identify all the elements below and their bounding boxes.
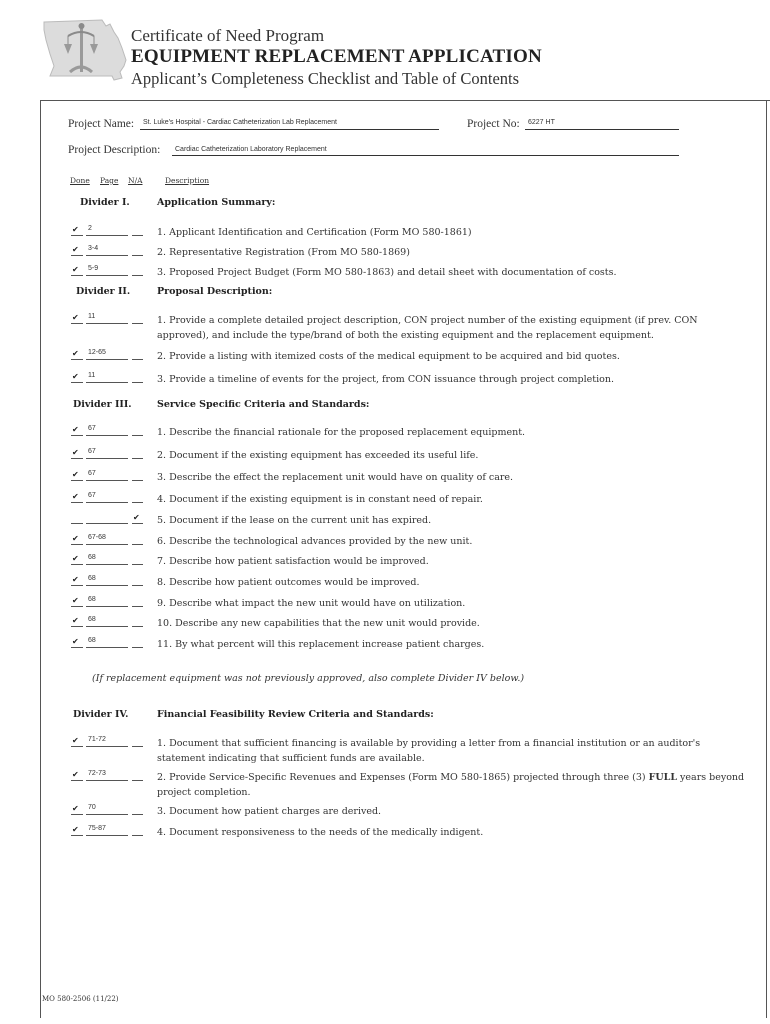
item-text: 1. Describe the financial rationale for the proposed replacement equipment. xyxy=(157,427,526,438)
na-blank xyxy=(132,780,143,781)
na-blank xyxy=(132,480,143,481)
done-checkmark[interactable]: ✔ xyxy=(72,575,79,584)
done-blank xyxy=(71,564,83,565)
done-blank xyxy=(71,323,83,324)
checklist-item-text xyxy=(157,513,747,528)
item-text: 6. Describe the technological advances provided by the new unit. xyxy=(157,536,473,547)
done-checkmark[interactable]: ✔ xyxy=(72,265,79,274)
page-blank xyxy=(86,835,128,836)
done-checkmark[interactable]: ✔ xyxy=(72,554,79,563)
page-blank xyxy=(86,746,128,747)
divider-label: Divider I. xyxy=(80,197,130,208)
item-text: 2. Representative Registration (From MO 580-1869) xyxy=(157,247,410,258)
na-blank xyxy=(132,255,143,256)
checklist-item-text xyxy=(157,534,747,549)
form-number: MO 580-2506 (11/22) xyxy=(42,995,119,1003)
page-number[interactable]: 68 xyxy=(88,575,96,582)
page-blank xyxy=(86,606,128,607)
done-blank xyxy=(71,275,83,276)
na-blank xyxy=(132,585,143,586)
na-blank xyxy=(132,626,143,627)
done-blank xyxy=(71,746,83,747)
page-blank xyxy=(86,544,128,545)
checklist-item-text xyxy=(157,225,747,240)
done-checkmark[interactable]: ✔ xyxy=(72,637,79,646)
page-blank xyxy=(86,382,128,383)
checklist-item-text xyxy=(157,554,747,569)
done-checkmark[interactable]: ✔ xyxy=(72,616,79,625)
missouri-seal-icon xyxy=(40,14,130,86)
checklist-item-text xyxy=(157,470,747,485)
page-number[interactable]: 11 xyxy=(88,313,96,320)
done-blank xyxy=(71,435,83,436)
project-description-label: Project Description: xyxy=(68,144,161,156)
page-number[interactable]: 3-4 xyxy=(88,245,99,252)
item-text: 1. Applicant Identification and Certification (Form MO 580-1861) xyxy=(157,227,472,238)
page-number[interactable]: 68 xyxy=(88,637,96,644)
page-blank xyxy=(86,814,128,815)
page-number[interactable]: 67 xyxy=(88,425,96,432)
page-number[interactable]: 12-65 xyxy=(88,349,106,356)
na-checkmark[interactable]: ✔ xyxy=(133,513,140,522)
divider-label: Divider II. xyxy=(76,286,131,297)
done-checkmark[interactable]: ✔ xyxy=(72,313,79,322)
na-blank xyxy=(132,502,143,503)
na-blank xyxy=(132,746,143,747)
frame-left-border xyxy=(40,100,41,1018)
item-text: 2. Provide a listing with itemized costs of the medical equipment to be acquired and bid quotes. xyxy=(157,351,620,362)
project-description-line xyxy=(172,155,679,156)
done-checkmark[interactable]: ✔ xyxy=(72,349,79,358)
form-subtitle: Applicant’s Completeness Checklist and Table of Contents xyxy=(131,69,520,88)
done-checkmark[interactable]: ✔ xyxy=(72,245,79,254)
project-name-label: Project Name: xyxy=(68,118,135,130)
done-blank xyxy=(71,235,83,236)
page-blank xyxy=(86,235,128,236)
done-checkmark[interactable]: ✔ xyxy=(72,225,79,234)
done-blank xyxy=(71,502,83,503)
page-number[interactable]: 68 xyxy=(88,596,96,603)
page-blank xyxy=(86,647,128,648)
done-blank xyxy=(71,626,83,627)
page-number[interactable]: 5-9 xyxy=(88,265,99,272)
checklist-item-text xyxy=(157,804,747,819)
item-text-end: years beyond project completion. xyxy=(157,772,745,798)
page-blank xyxy=(86,480,128,481)
item-text: 3. Describe the effect the replacement unit would have on quality of care. xyxy=(157,472,514,483)
page-number[interactable]: 70 xyxy=(88,804,96,811)
page-blank xyxy=(86,435,128,436)
done-blank xyxy=(71,382,83,383)
form-title: EQUIPMENT REPLACEMENT APPLICATION xyxy=(131,46,542,67)
na-blank xyxy=(132,435,143,436)
item-text: 4. Document responsiveness to the needs of the medically indigent. xyxy=(157,827,484,838)
col-na: N/A xyxy=(128,176,143,185)
done-blank xyxy=(71,480,83,481)
item-text: 3. Proposed Project Budget (Form MO 580-1863) and detail sheet with documentation of costs. xyxy=(157,267,617,278)
item-text: 11. By what percent will this replacement increase patient charges. xyxy=(157,639,485,650)
na-blank xyxy=(132,647,143,648)
item-text: 7. Describe how patient satisfaction would be improved. xyxy=(157,556,429,567)
done-checkmark[interactable]: ✔ xyxy=(72,534,79,543)
divider-title: Proposal Description: xyxy=(157,286,273,297)
checklist-item-text xyxy=(157,575,747,590)
col-description: Description xyxy=(165,176,210,185)
page-number[interactable]: 71-72 xyxy=(88,736,106,743)
item-text: 3. Document how patient charges are derived. xyxy=(157,806,382,817)
done-checkmark[interactable]: ✔ xyxy=(72,492,79,501)
divider-label: Divider III. xyxy=(73,399,132,410)
na-blank xyxy=(132,382,143,383)
col-done: Done xyxy=(70,176,90,185)
checklist-item-text xyxy=(157,265,747,280)
done-checkmark[interactable]: ✔ xyxy=(72,470,79,479)
na-blank xyxy=(132,458,143,459)
done-blank xyxy=(71,780,83,781)
item-text: 2. Document if the existing equipment has exceeded its useful life. xyxy=(157,450,479,461)
item-text: 10. Describe any new capabilities that the new unit would provide. xyxy=(157,618,480,629)
item-text: 3. Provide a timeline of events for the project, from CON issuance through project completion. xyxy=(157,374,614,385)
done-blank xyxy=(71,523,83,524)
done-checkmark[interactable]: ✔ xyxy=(72,770,79,779)
project-no-line xyxy=(525,129,679,130)
page-blank xyxy=(86,502,128,503)
item-text: 1. Provide a complete detailed project description, CON project number of the existing equipment (if prev. CON approved), and include the type/brand of both the existing equipment and the replacement equipment. xyxy=(157,315,698,341)
page-number[interactable]: 75-87 xyxy=(88,825,106,832)
page-blank xyxy=(86,458,128,459)
done-blank xyxy=(71,544,83,545)
done-blank xyxy=(71,458,83,459)
checklist-item-text xyxy=(157,596,747,611)
na-blank xyxy=(132,275,143,276)
na-blank xyxy=(132,835,143,836)
page-number[interactable]: 67 xyxy=(88,448,96,455)
na-blank xyxy=(132,564,143,565)
checklist-item-text xyxy=(157,637,747,652)
page-blank xyxy=(86,275,128,276)
page-number[interactable]: 72-73 xyxy=(88,770,106,777)
divider-label: Divider IV. xyxy=(73,709,129,720)
done-blank xyxy=(71,359,83,360)
page-blank xyxy=(86,564,128,565)
done-checkmark[interactable]: ✔ xyxy=(72,804,79,813)
project-name-field[interactable]: St. Luke's Hospital - Cardiac Catheterization Lab Replacement xyxy=(143,119,337,126)
na-blank xyxy=(132,323,143,324)
done-blank xyxy=(71,814,83,815)
divider-title: Financial Feasibility Review Criteria and Standards: xyxy=(157,709,434,720)
checklist-item-text xyxy=(157,349,747,364)
divider-title: Service Specific Criteria and Standards: xyxy=(157,399,370,410)
page-number[interactable]: 67 xyxy=(88,470,96,477)
project-no-label: Project No: xyxy=(467,118,520,130)
done-blank xyxy=(71,606,83,607)
page-blank xyxy=(86,323,128,324)
project-no-field[interactable]: 6227 HT xyxy=(528,119,555,126)
item-text: 4. Document if the existing equipment is in constant need of repair. xyxy=(157,494,483,505)
divider-iv-note: (If replacement equipment was not previously approved, also complete Divider IV below.) xyxy=(92,673,525,684)
na-blank xyxy=(132,359,143,360)
divider-title: Application Summary: xyxy=(157,197,276,208)
na-blank xyxy=(132,544,143,545)
program-name: Certificate of Need Program xyxy=(131,26,325,45)
page-blank xyxy=(86,523,128,524)
page-number[interactable]: 2 xyxy=(88,225,92,232)
checklist-item-text xyxy=(157,616,747,631)
done-checkmark[interactable]: ✔ xyxy=(72,825,79,834)
item-text-start: 2. Provide Service-Specific Revenues and Expenses (Form MO 580-1865) projected through three (3) xyxy=(157,772,649,783)
page-number[interactable]: 67-68 xyxy=(88,534,106,541)
page-number[interactable]: 68 xyxy=(88,554,96,561)
page-blank xyxy=(86,585,128,586)
page-number[interactable]: 68 xyxy=(88,616,96,623)
item-text: 8. Describe how patient outcomes would be improved. xyxy=(157,577,420,588)
done-checkmark[interactable]: ✔ xyxy=(72,596,79,605)
item-text: 1. Document that sufficient financing is available by providing a letter from a financial institution or an auditor's statement indicating that sufficient funds are available. xyxy=(157,738,701,764)
done-checkmark[interactable]: ✔ xyxy=(72,425,79,434)
page-blank xyxy=(86,780,128,781)
frame-top-border xyxy=(40,100,770,101)
done-checkmark[interactable]: ✔ xyxy=(72,448,79,457)
checklist-item-text xyxy=(157,825,747,840)
checklist-item-text xyxy=(157,245,747,260)
checklist-item-text xyxy=(157,492,747,507)
project-description-field[interactable]: Cardiac Catheterization Laboratory Replacement xyxy=(175,146,327,153)
page-blank xyxy=(86,626,128,627)
page-blank xyxy=(86,255,128,256)
state-seal-logo xyxy=(40,14,130,86)
done-blank xyxy=(71,585,83,586)
done-checkmark[interactable]: ✔ xyxy=(72,372,79,381)
frame-right-border xyxy=(766,100,767,1018)
na-blank xyxy=(132,606,143,607)
checklist-item-text xyxy=(157,770,747,800)
item-text-emphasis: FULL xyxy=(648,772,678,783)
page-blank xyxy=(86,359,128,360)
item-text: 9. Describe what impact the new unit would have on utilization. xyxy=(157,598,466,609)
item-text: 5. Document if the lease on the current unit has expired. xyxy=(157,515,432,526)
page-number[interactable]: 67 xyxy=(88,492,96,499)
na-blank xyxy=(132,235,143,236)
project-name-line xyxy=(140,129,439,130)
done-checkmark[interactable]: ✔ xyxy=(72,736,79,745)
page-number[interactable]: 11 xyxy=(88,372,96,379)
checklist-item-text xyxy=(157,372,747,387)
done-blank xyxy=(71,255,83,256)
checklist-item-text xyxy=(157,425,747,440)
na-blank xyxy=(132,814,143,815)
done-blank xyxy=(71,835,83,836)
done-blank xyxy=(71,647,83,648)
checklist-item-text xyxy=(157,736,747,766)
checklist-item-text xyxy=(157,448,747,463)
na-blank xyxy=(132,523,143,524)
checklist-item-text xyxy=(157,313,747,343)
col-page: Page xyxy=(100,176,119,185)
